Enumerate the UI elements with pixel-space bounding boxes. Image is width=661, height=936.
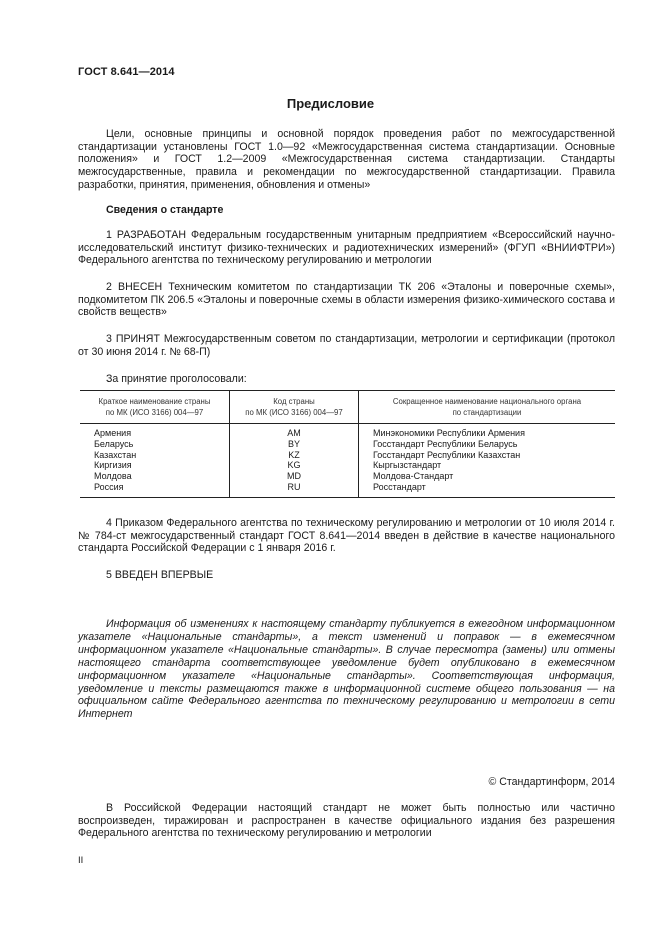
country-cell: Молдова — [94, 471, 132, 482]
header-country-line2: по МК (ИСО 3166) 004—97 — [105, 408, 204, 417]
header-code-line1: Код страны — [273, 397, 315, 406]
body-cell: Росстандарт — [359, 482, 616, 497]
copyright: © Стандартинформ, 2014 — [488, 776, 615, 788]
table-row — [80, 424, 615, 439]
country-cell: Армения — [94, 428, 132, 438]
table-row — [80, 482, 615, 497]
table-row — [80, 460, 615, 471]
item-3-paragraph — [78, 333, 615, 358]
item-1-paragraph — [78, 229, 615, 267]
item-3-text: 3 ПРИНЯТ Межгосударственным советом по стандартизации, метрологии и сертификации (протокол от 30 июня 2014 г. № 68-П) — [78, 333, 615, 358]
reproduction-text: В Российской Федерации настоящий стандарт не может быть полностью или частично воспроизведен, тиражирован и распространен в качестве официального издания без разрешения Федерального агентства по техническому регулированию и метрологии — [78, 802, 615, 840]
table-row — [80, 450, 615, 461]
body-cell: Госстандарт Республики Беларусь — [359, 439, 616, 450]
country-cell: Беларусь — [94, 438, 134, 449]
page-title: Предисловие — [286, 96, 375, 111]
code-cell: KG — [230, 460, 359, 471]
header-country — [80, 391, 230, 424]
reproduction-paragraph — [78, 802, 615, 840]
header-code — [230, 391, 359, 424]
document-header: ГОСТ 8.641—2014 — [78, 66, 175, 78]
voted-label: За принятие проголосовали: — [106, 373, 247, 385]
page-number: II — [78, 855, 84, 866]
item-4-paragraph — [78, 517, 615, 555]
table-row — [80, 471, 615, 482]
header-code-line2: по МК (ИСО 3166) 004—97 — [245, 408, 343, 417]
info-text: Информация об изменениях к настоящему стандарту публикуется в ежегодном информационном указателе «Национальные стандарты», а текст изменений и поправок — в ежемесячном информационном указателе «Национальные стандарты». В случае пересмотра (замены) или отмены настоящего стандарта соответствующее уведомление будет опубликовано в ежемесячном информационном указателе «Национальные стандарты». Соответствующая информация, уведомление и тексты размещаются также в информационной системе общего пользования — на официальном сайте Федерального агентства по техническому регулированию и метрологии в сети Интернет — [78, 618, 615, 721]
code-cell: AM — [230, 424, 359, 439]
country-cell: Киргизия — [94, 460, 132, 471]
info-paragraph — [78, 618, 615, 721]
item-4-text: 4 Приказом Федерального агентства по техническому регулированию и метрологии от 10 июля 2014 г. № 784-ст межгосударственный стандарт ГОСТ 8.641—2014 введен в действие в качестве национального стандарта Российской Федерации с 1 января 2016 г. — [78, 517, 615, 555]
voting-table — [80, 390, 615, 498]
code-cell: KZ — [230, 450, 359, 461]
intro-text: Цели, основные принципы и основной порядок проведения работ по межгосударственной стандартизации установлены ГОСТ 1.0—92 «Межгосударственная система стандартизации. Основные положения» и ГОСТ 1.2—2009 «Межгосударственная система стандартизации. Стандарты межгосударственные, правила и рекомендации по межгосударственной стандартизации. Правила разработки, принятия, применения, обновления и отмены» — [78, 128, 615, 191]
table-row — [80, 439, 615, 450]
body-cell: Молдова-Стандарт — [359, 471, 616, 482]
code-cell: MD — [230, 471, 359, 482]
standard-info-heading: Сведения о стандарте — [106, 204, 224, 216]
body-cell: Кыргызстандарт — [359, 460, 616, 471]
table-header-row — [80, 391, 615, 424]
header-body-line2: по стандартизации — [452, 408, 522, 417]
code-cell: RU — [230, 482, 359, 497]
item-2-text: 2 ВНЕСЕН Техническим комитетом по стандартизации ТК 206 «Эталоны и поверочные схемы», подкомитетом ПК 206.5 «Эталоны и поверочные схемы в области измерения физико-химического состава и свойств веществ» — [78, 281, 615, 319]
country-cell: Казахстан — [94, 449, 137, 460]
header-country-line1: Краткое наименование страны — [98, 397, 211, 406]
item-5-paragraph — [78, 569, 615, 582]
intro-paragraph — [78, 128, 615, 192]
item-5-text: 5 ВВЕДЕН ВПЕРВЫЕ — [106, 569, 214, 581]
body-cell: Госстандарт Республики Казахстан — [359, 450, 616, 461]
item-1-text: 1 РАЗРАБОТАН Федеральным государственным унитарным предприятием «Всероссийский научно-исследовательский институт физико-технических и радиотехнических измерений» (ФГУП «ВНИИФТРИ») Федерального агентства по техническому регулированию и метрологии — [78, 229, 615, 267]
country-cell: Россия — [80, 482, 230, 497]
header-body — [359, 391, 616, 424]
code-cell: BY — [230, 439, 359, 450]
body-cell: Минэкономики Республики Армения — [359, 424, 616, 439]
header-body-line1: Сокращенное наименование национального органа — [392, 397, 582, 406]
item-2-paragraph — [78, 281, 615, 319]
